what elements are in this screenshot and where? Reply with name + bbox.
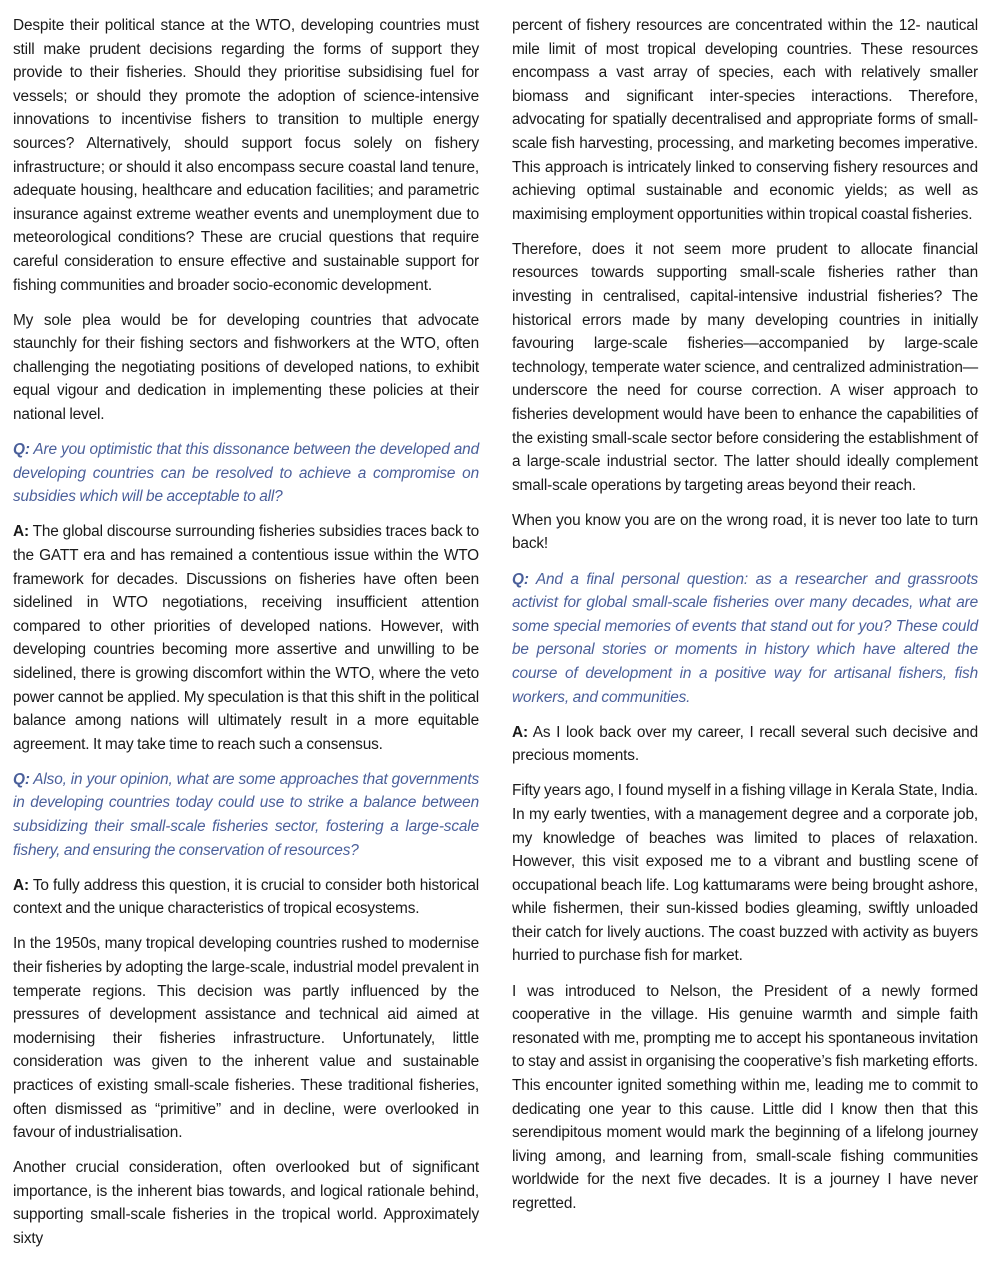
answer-paragraph [13,874,479,921]
question-text: Also, in your opinion, what are some approaches that governments in developing countries today could use to strike a balance between subsidizing their small-scale fisheries sector, fostering a large-scale fishery, and ensuring the conservation of resources? [13,770,479,859]
question-text: And a final personal question: as a researcher and grassroots activist for global small-scale fisheries over many decades, what are some special memories of events that stand out for you? These could be personal stories or moments in history which have altered the course of development in a positive way for artisanal fishers, fish workers, and communities. [512,570,978,706]
answer-label: A: [512,723,528,741]
answer-paragraph [512,721,978,768]
question-label: Q: [13,441,30,459]
paragraph: percent of fishery resources are concentrated within the 12- nautical mile limit of most tropical developing countries. These resources encompass a vast array of species, each with relatively smaller biomass and significant inter-species interactions. Therefore, advocating for spatially decentralised and appropriate forms of small-scale fish harvesting, processing, and marketing becomes imperative. This approach is intricately linked to conserving fishery resources and achieving optimal sustainable and economic yields; as well as maximising employment opportunities within tropical coastal fisheries. [512,17,978,223]
paragraph: I was introduced to Nelson, the President of a newly formed cooperative in the village. His genuine warmth and simple faith resonated with me, prompting me to accept his spontaneous invitation to stay and assist in organising the cooperative’s fish marketing efforts. This encounter ignited something within me, leading me to commit to dedicating one year to this cause. Little did I know then that this serendipitous moment would mark the beginning of a lifelong journey living among, and learning from, small-scale fishing communities worldwide for the next five decades. It is a journey I have never regretted. [512,982,978,1212]
answer-text: As I look back over my career, I recall several such decisive and precious moments. [512,723,978,765]
question-paragraph [512,568,978,710]
answer-label: A: [13,876,29,894]
right-column [512,14,978,1227]
paragraph: In the 1950s, many tropical developing countries rushed to modernise their fisheries by adopting the large-scale, industrial model prevalent in temperate regions. This decision was partly influenced by the pressures of development assistance and technical aid aimed at modernising their fisheries infrastructure. Unfortunately, little consideration was given to the inherent value and sustainable practices of existing small-scale fisheries. These traditional fisheries, often dismissed as “primitive” and in decline, were overlooked in favour of industrialisation. [13,935,479,1142]
question-paragraph [13,438,479,509]
paragraph: Despite their political stance at the WTO, developing countries must still make prudent decisions regarding the forms of support they provide to their fisheries. Should they prioritise subsidising fuel for vessels; or should they promote the adoption of science-intensive innovations to incentivise fishers to transition to multiple energy sources? Alternatively, should support focus solely on fishery infrastructure; or should it also encompass secure coastal land tenure, adequate housing, healthcare and education facilities; and parametric insurance against extreme weather events and unemployment due to meteorological conditions? These are crucial questions that require careful consideration to ensure effective and sustainable support for fishing communities and broader socio-economic development. [13,17,479,294]
paragraph: When you know you are on the wrong road, it is never too late to turn back! [512,511,978,553]
left-column [13,14,479,1262]
question-label: Q: [13,770,30,788]
question-label: Q: [512,570,529,588]
answer-label: A: [13,523,29,541]
paragraph: Fifty years ago, I found myself in a fishing village in Kerala State, India. In my early twenties, with a management degree and a corporate job, my knowledge of beaches was limited to places of relaxation. However, this visit exposed me to a vibrant and bustling scene of occupational beach life. Log kattumarams were being brought ashore, while fishermen, their sun-kissed bodies gleaming, swiftly unloaded their catch for lively auctions. The coast buzzed with activity as buyers hurried to purchase fish for market. [512,782,978,965]
answer-paragraph [13,520,479,756]
paragraph: My sole plea would be for developing countries that advocate staunchly for their fishing sectors and fishworkers at the WTO, often challenging the negotiating positions of developed nations, to exhibit equal vigour and dedication in implementing these policies at their national level. [13,311,479,423]
answer-text: The global discourse surrounding fisheries subsidies traces back to the GATT era and has remained a contentious issue within the WTO framework for decades. Discussions on fisheries have often been sidelined in WTO negotiations, receiving insufficient attention compared to other priorities of developed nations. However, with developing countries becoming more assertive and unwilling to be sidelined, there is growing discomfort within the WTO, where the veto power cannot be applied. My speculation is that this shift in the political balance among nations will ultimately result in a more equitable agreement. It may take time to reach such a consensus. [13,523,479,753]
answer-text: To fully address this question, it is crucial to consider both historical context and the unique characteristics of tropical ecosystems. [13,876,479,918]
question-paragraph [13,768,479,862]
paragraph: Another crucial consideration, often overlooked but of significant importance, is the inherent bias towards, and logical rationale behind, supporting small-scale fisheries in the tropical world. Approximately sixty [13,1159,479,1247]
question-text: Are you optimistic that this dissonance between the developed and developing countries can be resolved to achieve a compromise on subsidies which will be acceptable to all? [13,441,479,506]
paragraph: Therefore, does it not seem more prudent to allocate financial resources towards supporting small-scale fisheries rather than investing in centralised, capital-intensive industrial fisheries? The historical errors made by many developing countries in initially favouring large-scale fisheries—accompanied by large-scale technology, temperate water science, and centralized administration—underscore the need for course correction. A wiser approach to fisheries development would have been to enhance the capabilities of the existing small-scale sector before considering the establishment of a large-scale industrial sector. The latter should ideally complement small-scale operations by targeting areas beyond their reach. [512,240,978,494]
